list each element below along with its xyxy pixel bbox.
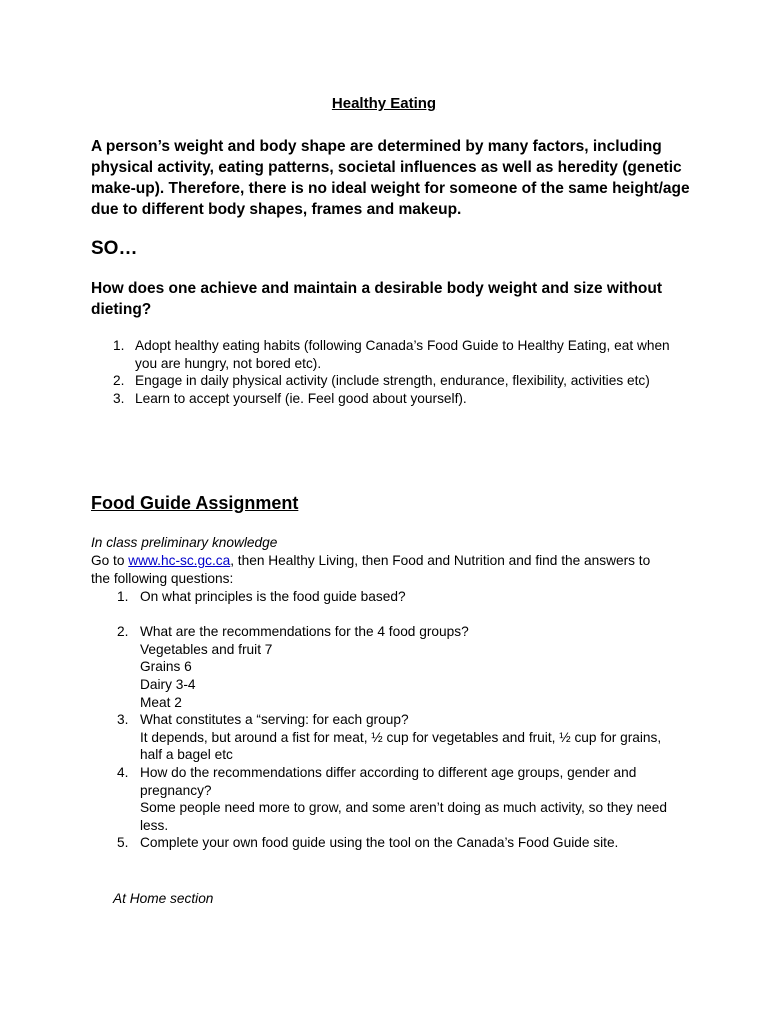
list-item [117,711,677,729]
list-number: 1. [117,589,129,604]
list-number: 5. [117,835,129,851]
main-question: How does one achieve and maintain a desirable body weight and size without dieting? [91,280,663,318]
section-heading: Food Guide Assignment [91,493,299,513]
intro-paragraph: A person’s weight and body shape are determined by many factors, including physical activity, eating patterns, societal influences as well as heredity (genetic make-up). Therefore, there is no ideal weight for someone of the same height/age due to different body shapes, frames and makeup. [91,138,690,218]
questions-list [117,588,677,852]
prelim-label: In class preliminary knowledge [91,535,278,550]
list-text: Engage in daily physical activity (include strength, endurance, flexibility, activities etc) [135,373,650,389]
list-item [117,623,677,641]
list-text: What constitutes a “serving: for each group? [140,712,409,728]
list-item [113,390,683,408]
page-title: Healthy Eating [331,95,437,112]
answer-line: Dairy 3-4 [140,676,196,692]
list-number: 3. [117,712,129,728]
answer-line: Grains 6 [140,659,192,675]
list-text: Adopt healthy eating habits (following Canada’s Food Guide to Healthy Eating, eat when you are hungry, not bored etc). [135,338,670,371]
steps-list [113,337,683,407]
goto-suffix: , then Healthy Living, then Food and Nutrition and find the answers to the following questions: [91,553,651,586]
so-heading: SO… [91,238,138,259]
answer-text: It depends, but around a fist for meat, ½ cup for vegetables and fruit, ½ cup for grains, half a bagel etc [140,729,662,763]
list-text: Learn to accept yourself (ie. Feel good about yourself). [135,390,467,406]
list-text: What are the recommendations for the 4 food groups? [140,624,469,640]
list-number: 4. [117,764,129,780]
at-home-label: At Home section [113,891,214,906]
list-item [113,337,683,372]
answer-text: Some people need more to grow, and some aren’t doing as much activity, so they need less. [140,800,668,833]
list-number: 3. [113,390,125,406]
spacer [117,606,677,624]
goto-paragraph [91,552,651,587]
list-number: 1. [113,338,125,353]
list-text: How do the recommendations differ according to different age groups, gender and pregnancy? [140,764,637,798]
answer-line: Vegetables and fruit 7 [140,641,273,657]
list-item [113,372,683,390]
list-item [117,588,677,606]
list-number: 2. [117,624,129,640]
list-item [117,764,677,799]
answer-line: Meat 2 [140,694,182,710]
goto-prefix: Go to [91,553,129,568]
list-text: Complete your own food guide using the tool on the Canada’s Food Guide site. [140,835,619,851]
website-link[interactable]: www.hc-sc.gc.ca [128,553,231,568]
list-number: 2. [113,373,125,389]
list-item [117,834,677,852]
list-text: On what principles is the food guide based? [140,589,406,604]
